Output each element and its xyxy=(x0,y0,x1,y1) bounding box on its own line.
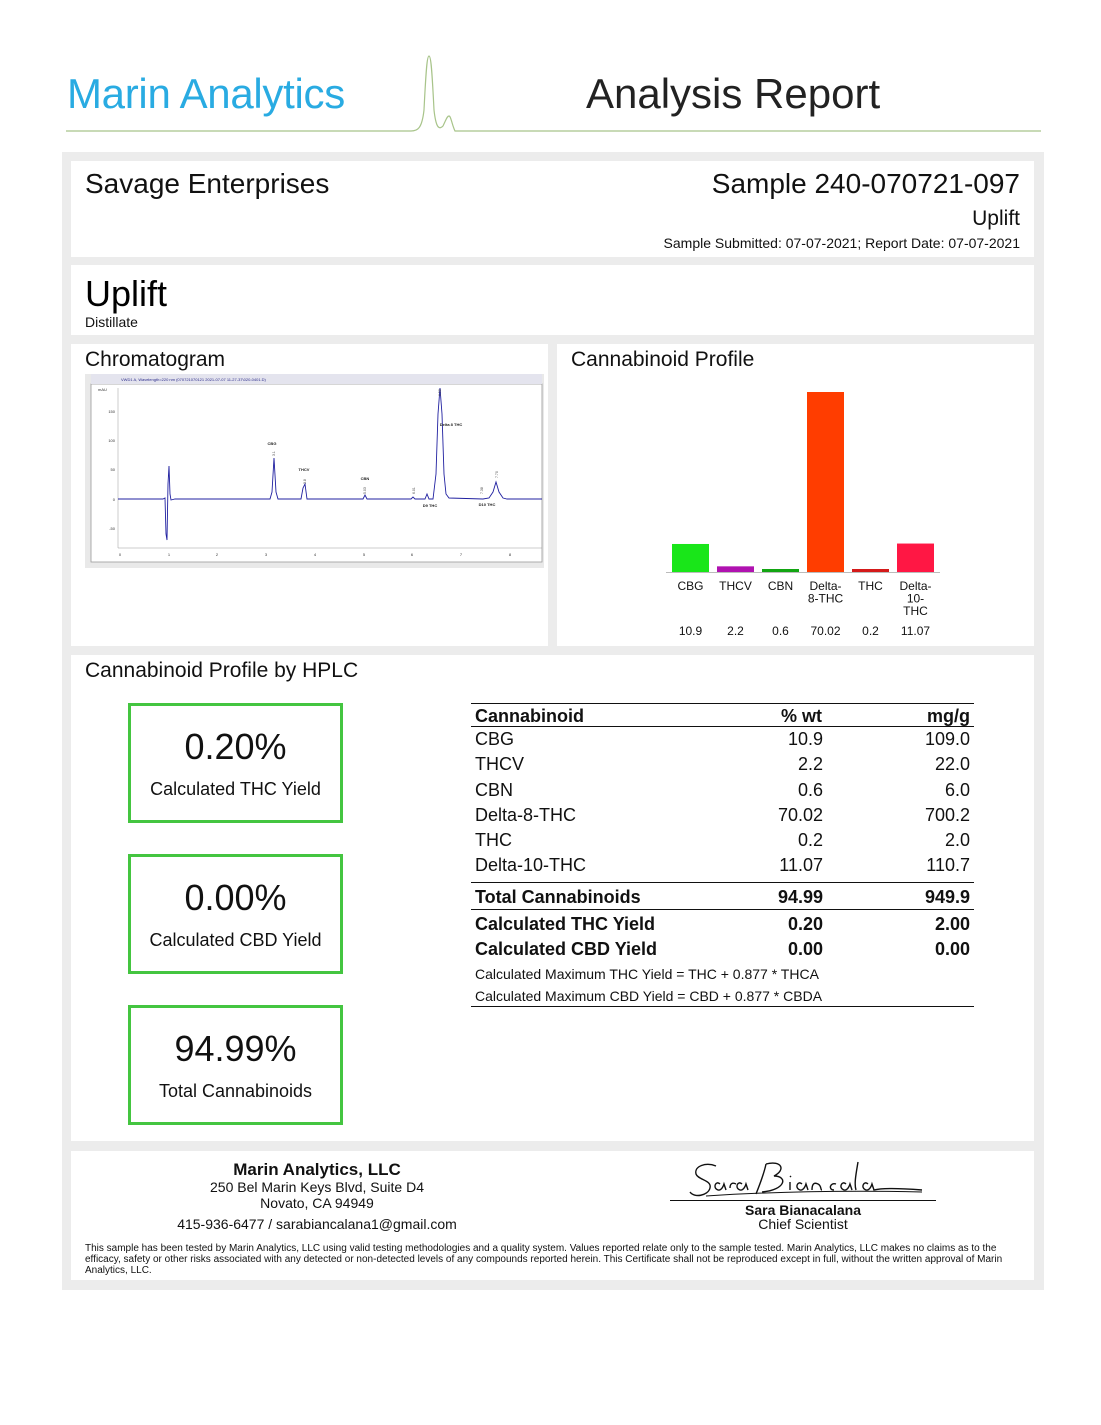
signature-line xyxy=(670,1200,936,1201)
total-cannabinoids-label: Total Cannabinoids xyxy=(158,1081,313,1101)
client-name: Savage Enterprises xyxy=(85,168,330,199)
cell-name: THC xyxy=(475,830,512,851)
y-tick: 0 xyxy=(112,497,115,502)
sample-name: Uplift xyxy=(972,207,1020,230)
y-tick: 50 xyxy=(110,467,115,472)
disclaimer: This sample has been tested by Marin Analytics, LLC using valid testing methodologies and a quality system. Values reported relate only to the sample tested. Marin Analytics, LLC makes no claims as to the efficacy, safety or other risks associated with any detected or non-detected levels of any compounds reported herein. This Certificate shall not be reproduced except in full, without the written approval of Marin Analytics, LLC. xyxy=(85,1243,1003,1276)
y-tick: -50 xyxy=(109,526,115,531)
category-label: CBN xyxy=(767,579,794,593)
cell-pct: 0.6 xyxy=(797,779,823,800)
profile-title: Cannabinoid Profile xyxy=(571,348,755,371)
cbd-yield-row xyxy=(471,937,974,963)
header-pct-wt: % wt xyxy=(780,706,822,726)
cbd-formula-note xyxy=(471,985,974,1007)
cell-pct: 0.20 xyxy=(787,913,823,934)
cell-pct: 0.2 xyxy=(797,830,823,851)
table-row xyxy=(471,778,974,803)
cell-mg: 110.7 xyxy=(926,855,970,876)
peak-label: D9 THC xyxy=(422,503,438,508)
peak-label: CBN xyxy=(360,476,370,481)
signer-name: Sara Bianacalana xyxy=(745,1202,861,1218)
value-label: 10.9 xyxy=(678,624,703,638)
bar-delta-10-thc xyxy=(897,544,934,572)
header-mg-g: mg/g xyxy=(927,706,970,726)
lab-address-line1: 250 Bel Marin Keys Blvd, Suite D4 xyxy=(210,1179,424,1195)
chromatogram-title: Chromatogram xyxy=(85,348,226,371)
cell-name: Total Cannabinoids xyxy=(475,886,641,907)
thc-yield-label: Calculated THC Yield xyxy=(150,779,321,799)
cell-name: Calculated THC Yield xyxy=(475,913,656,934)
brand-name: Marin Analytics xyxy=(67,70,345,117)
x-tick: 1 xyxy=(167,552,171,557)
x-tick: 3 xyxy=(264,552,268,557)
sample-id: Sample 240-070721-097 xyxy=(711,168,1020,199)
cell-pct: 2.2 xyxy=(797,754,823,775)
x-tick: 2 xyxy=(215,552,219,557)
category-label: Delta- xyxy=(809,579,842,593)
cbd-yield-box xyxy=(128,854,343,974)
report-title: Analysis Report xyxy=(586,70,881,117)
hplc-title: Cannabinoid Profile by HPLC xyxy=(85,659,359,682)
rt-label: 3.1 xyxy=(272,451,276,456)
bar-thc xyxy=(852,569,889,572)
category-label: THC xyxy=(903,604,928,618)
thc-yield-box xyxy=(128,703,343,823)
cell-pct: 0.00 xyxy=(787,938,823,959)
y-tick: 100 xyxy=(108,438,115,443)
cbd-yield-label: Calculated CBD Yield xyxy=(149,930,322,950)
category-label: 10- xyxy=(906,591,925,606)
cannabinoid-bar-chart xyxy=(557,344,1034,646)
bar-cbn xyxy=(762,569,799,572)
note-text: Calculated Maximum CBD Yield = CBD + 0.877 * CBDA xyxy=(475,987,823,1004)
value-label: 70.02 xyxy=(810,624,841,638)
category-label: THCV xyxy=(719,579,752,593)
bar-thcv xyxy=(717,566,754,572)
cell-name: CBG xyxy=(475,729,515,749)
cell-pct: 94.99 xyxy=(777,886,823,907)
cbd-yield-value: 0.00% xyxy=(184,877,287,918)
peak-label: D10 THC xyxy=(478,502,496,507)
rt-label: 7.70 xyxy=(495,471,499,478)
value-label: 11.07 xyxy=(900,624,931,638)
bar-cbg xyxy=(672,544,709,572)
cell-pct: 70.02 xyxy=(777,804,823,825)
product-panel xyxy=(71,265,1034,335)
thc-yield-row xyxy=(471,912,974,937)
note-text: Calculated Maximum THC Yield = THC + 0.877 * THCA xyxy=(475,965,819,982)
peak-label: CBG xyxy=(267,441,277,446)
lab-contact: 415-936-6477 / sarabiancalana1@gmail.com xyxy=(177,1216,457,1232)
signer-title: Chief Scientist xyxy=(758,1216,848,1232)
rt-label: 3.8 xyxy=(303,479,307,484)
product-type: Distillate xyxy=(85,314,138,330)
report-dates: Sample Submitted: 07-07-2021; Report Date: 07-07-2021 xyxy=(663,235,1020,251)
lab-address-line2: Novato, CA 94949 xyxy=(260,1195,374,1211)
value-label: 2.2 xyxy=(727,624,744,638)
peak-label: THCV xyxy=(298,467,310,472)
chromatogram-y-unit: mAU xyxy=(98,387,107,392)
table-row xyxy=(471,803,974,828)
total-row xyxy=(471,882,974,910)
signature-image xyxy=(686,1158,926,1202)
x-tick: 0 xyxy=(118,552,122,557)
cell-name: Delta-8-THC xyxy=(475,804,577,825)
table-row xyxy=(471,853,974,878)
product-name: Uplift xyxy=(85,273,168,314)
table-row xyxy=(471,727,974,752)
peak-label: Delta 8 THC xyxy=(439,422,463,427)
category-label: THC xyxy=(858,579,883,593)
x-tick: 5 xyxy=(362,552,366,557)
cell-pct: 11.07 xyxy=(779,855,823,876)
total-cannabinoids-box xyxy=(128,1005,343,1125)
table-row xyxy=(471,828,974,853)
y-tick: 150 xyxy=(108,409,115,414)
header-cannabinoid: Cannabinoid xyxy=(475,706,584,726)
table-header xyxy=(471,703,974,727)
cell-mg: 6.0 xyxy=(944,779,970,800)
cell-mg: 0.00 xyxy=(934,938,970,959)
cell-mg: 2.00 xyxy=(934,913,970,934)
bar-delta-8-thc xyxy=(807,392,844,572)
rt-label: 6.01 xyxy=(412,487,416,494)
x-tick: 8 xyxy=(508,552,512,557)
cell-name: CBN xyxy=(475,779,514,800)
chromatogram-image xyxy=(85,374,544,568)
hplc-table xyxy=(471,703,974,1007)
lab-name: Marin Analytics, LLC xyxy=(233,1160,401,1179)
cell-mg: 949.9 xyxy=(924,886,970,907)
x-tick: 4 xyxy=(313,552,317,557)
rt-label: 7.38 xyxy=(480,487,484,494)
cell-name: Delta-10-THC xyxy=(475,855,587,876)
thc-formula-note xyxy=(471,963,974,985)
category-label: Delta- xyxy=(899,579,932,593)
chromatogram-header-text: VWD1 A, Wavelength=220 nm (070721070121 2021-07-07 11-27-37\020-0401.D) xyxy=(121,377,266,382)
total-cannabinoids-value: 94.99% xyxy=(174,1028,297,1069)
value-label: 0.2 xyxy=(862,624,879,638)
rt-label: 5.03 xyxy=(363,487,367,494)
x-tick: 7 xyxy=(459,552,463,557)
thc-yield-value: 0.20% xyxy=(184,726,287,767)
cell-pct: 10.9 xyxy=(787,729,823,749)
value-label: 0.6 xyxy=(772,624,789,638)
rt-label: 6.58 xyxy=(438,389,442,396)
cell-mg: 2.0 xyxy=(944,830,970,851)
category-label: CBG xyxy=(677,579,704,593)
cell-name: Calculated CBD Yield xyxy=(475,938,658,959)
cell-mg: 22.0 xyxy=(934,754,970,775)
cell-name: THCV xyxy=(475,754,524,775)
cell-mg: 109.0 xyxy=(924,729,970,749)
table-row xyxy=(471,752,974,777)
x-tick: 6 xyxy=(410,552,414,557)
category-label: 8-THC xyxy=(807,591,844,606)
cell-mg: 700.2 xyxy=(924,804,970,825)
